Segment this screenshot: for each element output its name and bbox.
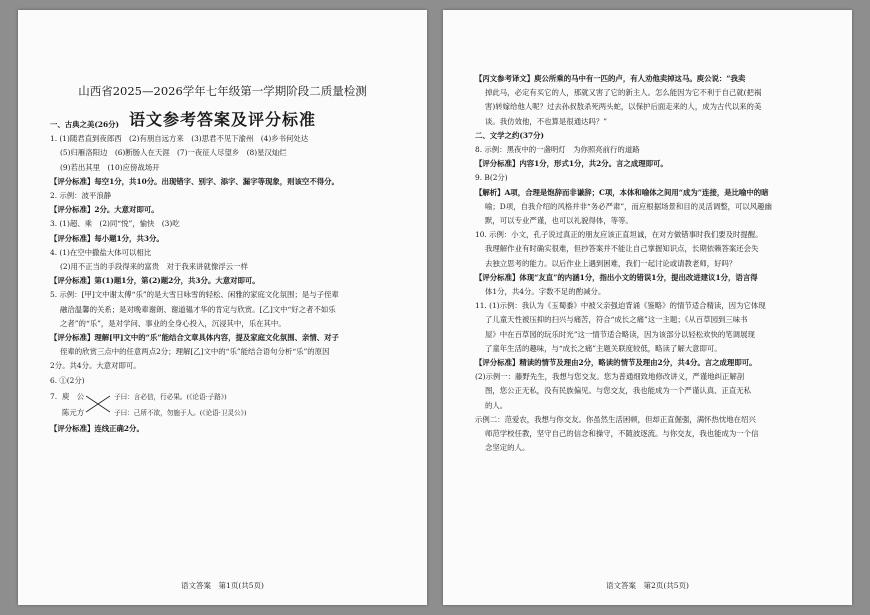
- text-line: 默，可以专业严谨，也可以礼貌得体，等等。: [485, 216, 633, 226]
- text-line: 6. ①(2分): [50, 375, 85, 385]
- text-line: 喻；D项，自我介绍的风格并非“务必严肃”，而应根据场景和目的灵活调整，可以风趣幽: [485, 201, 772, 211]
- document-title: 语文参考答案及评分标准: [128, 110, 316, 129]
- text-line: 4. (1)在空中撒盐大体可以相比: [50, 247, 152, 257]
- answer-page-1: [18, 10, 427, 605]
- text-line: 一、古典之美(26分): [50, 120, 120, 129]
- text-line: 谈。我仿效他，不也算是很通达吗？”: [485, 116, 608, 126]
- text-line: 融洽温馨的关系；是对晚辈谢朗、谢道韫才华的肯定与欣赏。[乙]文中“好之者不如乐: [60, 304, 336, 314]
- match-left-top: 庾 公: [62, 391, 85, 401]
- text-line: 之者”的“乐”，是对学问、事业的全身心投入，沉浸其中，乐在其中。: [60, 318, 286, 328]
- text-line: 体1分，共4分。字数不足的酌减分。: [485, 287, 606, 297]
- exam-header: 山西省2025—2026学年七年级第一学期阶段二质量检测: [78, 84, 367, 98]
- match-number: 7.: [50, 391, 58, 401]
- text-line: 【丙文参考译文】庾公所乘的马中有一匹的卢，有人劝他卖掉这马。庾公说：“我卖: [475, 74, 746, 83]
- text-line: 2. 示例：波平浪静: [50, 191, 112, 201]
- text-line: 侄辈的欣赏三点中的任意两点2分；理解[乙]文中的“乐”能结合语句分析“乐”的原因: [60, 347, 330, 357]
- text-line: 的人。: [485, 400, 508, 410]
- text-line: 去独立思考的能力。以后作业上遇到困难，我们一起讨论或请教老师，好吗？: [485, 258, 737, 268]
- text-line: 3. (1)超、乘 (2)同“悦”，愉快 (3)吃: [50, 219, 180, 229]
- text-line: 5. 示例：[甲]文中谢太傅“乐”的是大雪日咏雪的轻松、闲雅的家庭文化氛围；是与子侄辈: [50, 290, 339, 300]
- text-line: (2)用不正当的手段得来的富贵 对于我来讲就像浮云一样: [60, 262, 248, 272]
- match-lines: [74, 390, 114, 420]
- page1-content: [50, 118, 409, 436]
- text-line: 【评分标准】理解[甲]文中的“乐”能结合文章具体内容，提及家庭文化氛围、亲情、对子: [50, 333, 339, 343]
- page2-lines: [475, 72, 834, 455]
- text-line: 害)转嫁给他人呢？过去孙叔敖杀死两头蛇，以保护后面走来的人，成为古代以来的美: [485, 102, 762, 112]
- match-right-bottom: 子曰：己所不欲，勿施于人。(《论语·卫灵公》): [114, 408, 247, 417]
- text-line: 屋》中在百草园的玩乐时光”这一情节适合略读，因为该部分以轻松欢快的笔调展现: [485, 329, 755, 339]
- text-line: 【评分标准】体现“友直”的内涵1分，指出小文的错误1分，提出改进建议1分，语言得: [475, 272, 758, 282]
- text-line: 【评分标准】2分。大意对即可。: [50, 205, 159, 215]
- text-line: 示例二：范爱农，我想与你交友。你虽然生活困顿，但却正直倔强，满怀热忱地在绍兴: [475, 414, 756, 424]
- answer-page-2: [443, 10, 852, 605]
- page1-lines-b: [50, 422, 409, 436]
- text-line: 【评分标准】精读的情节及理由2分，略读的情节及理由2分，共4分。言之成理即可。: [475, 358, 757, 368]
- text-line: 【评分标准】第(1)题1分，第(2)题2分，共3分。大意对即可。: [50, 276, 260, 286]
- page-footer: 语文答案 第2页(共5页): [606, 581, 689, 590]
- text-line: 2分。共4分。大意对即可。: [50, 361, 141, 371]
- text-line: 我理解作业有时确实很难，但抄答案并不能让自己掌握知识点，长期依赖答案还会失: [485, 244, 759, 254]
- text-line: 【评分标准】每小题1分，共3分。: [50, 233, 164, 243]
- text-line: 图，您公正无私，没有民族偏见。与您交友，我也能成为一个严谨认真、正直无私: [485, 386, 752, 396]
- text-line: (5)归雁洛阳边 (6)断肠人在天涯 (7)一夜征人尽望乡 (8)星汉灿烂: [60, 148, 287, 158]
- match-right-top: 子曰：言必信，行必果。(《论语·子路》): [114, 392, 227, 401]
- text-line: 10. 示例：小文，孔子说过真正的朋友应该正直坦诚，在对方做错事时我们要及时提醒。: [475, 230, 763, 240]
- text-line: 【评分标准】内容1分，形式1分，共2分。言之成理即可。: [475, 159, 668, 169]
- text-line: 二、文学之约(37分): [475, 130, 545, 140]
- matching-question: [50, 388, 409, 422]
- text-line: 【解析】A项，合理是饱辞而非谦辞；C项，本体和喻体之间用“成为”连接，是比喻中的暗: [475, 187, 769, 197]
- page1-lines-a: [50, 118, 409, 388]
- text-line: 了童年生活的趣味，与“成长之痛”主题关联度较低，略读了解大意即可。: [485, 343, 722, 353]
- text-line: 1. (1)随君直到夜郎西 (2)有朋自远方来 (3)思君不见下渝州 (4)乡书何处达: [50, 134, 309, 144]
- text-line: 念坚定的人。: [485, 443, 530, 453]
- text-line: 11. (1)示例：我认为《玉蜀黍》中被父亲强迫背诵《鉴略》的情节适合精读，因为它体现: [475, 301, 766, 311]
- text-line: (9)若出其里 (10)应傍战场开: [60, 162, 160, 172]
- text-line: 了儿童天性被压抑的扫兴与痛苦，符合“成长之痛”这一主题；《从百草园到三味书: [485, 315, 748, 325]
- text-line: 【评分标准】每空1分，共10分。出现错字、别字、添字、漏字等现象，则该空不得分。: [50, 176, 339, 186]
- text-line: 师范学校任教，坚守自己的信念和操守，不随波逐流。与你交友，我也能成为一个信: [485, 429, 759, 439]
- page2-content: [475, 72, 834, 455]
- page-footer: 语文答案 第1页(共5页): [181, 581, 264, 590]
- text-line: 9. B(2分): [475, 173, 508, 183]
- match-left-bottom: 陈元方: [62, 407, 85, 417]
- text-line: 【评分标准】连线正确2分。: [50, 423, 144, 433]
- text-line: (2)示例一：藤野先生，我想与您交友。您为普通细致地修改讲义，严谨地纠正解剖: [475, 372, 745, 382]
- text-line: 8. 示例：黑夜中的一盏明灯 为你照亮前行的道路: [475, 145, 640, 155]
- text-line: 掉此马，必定有买它的人，那就又害了它的新主人。怎么能因为它不利于自己就(把祸: [485, 88, 762, 98]
